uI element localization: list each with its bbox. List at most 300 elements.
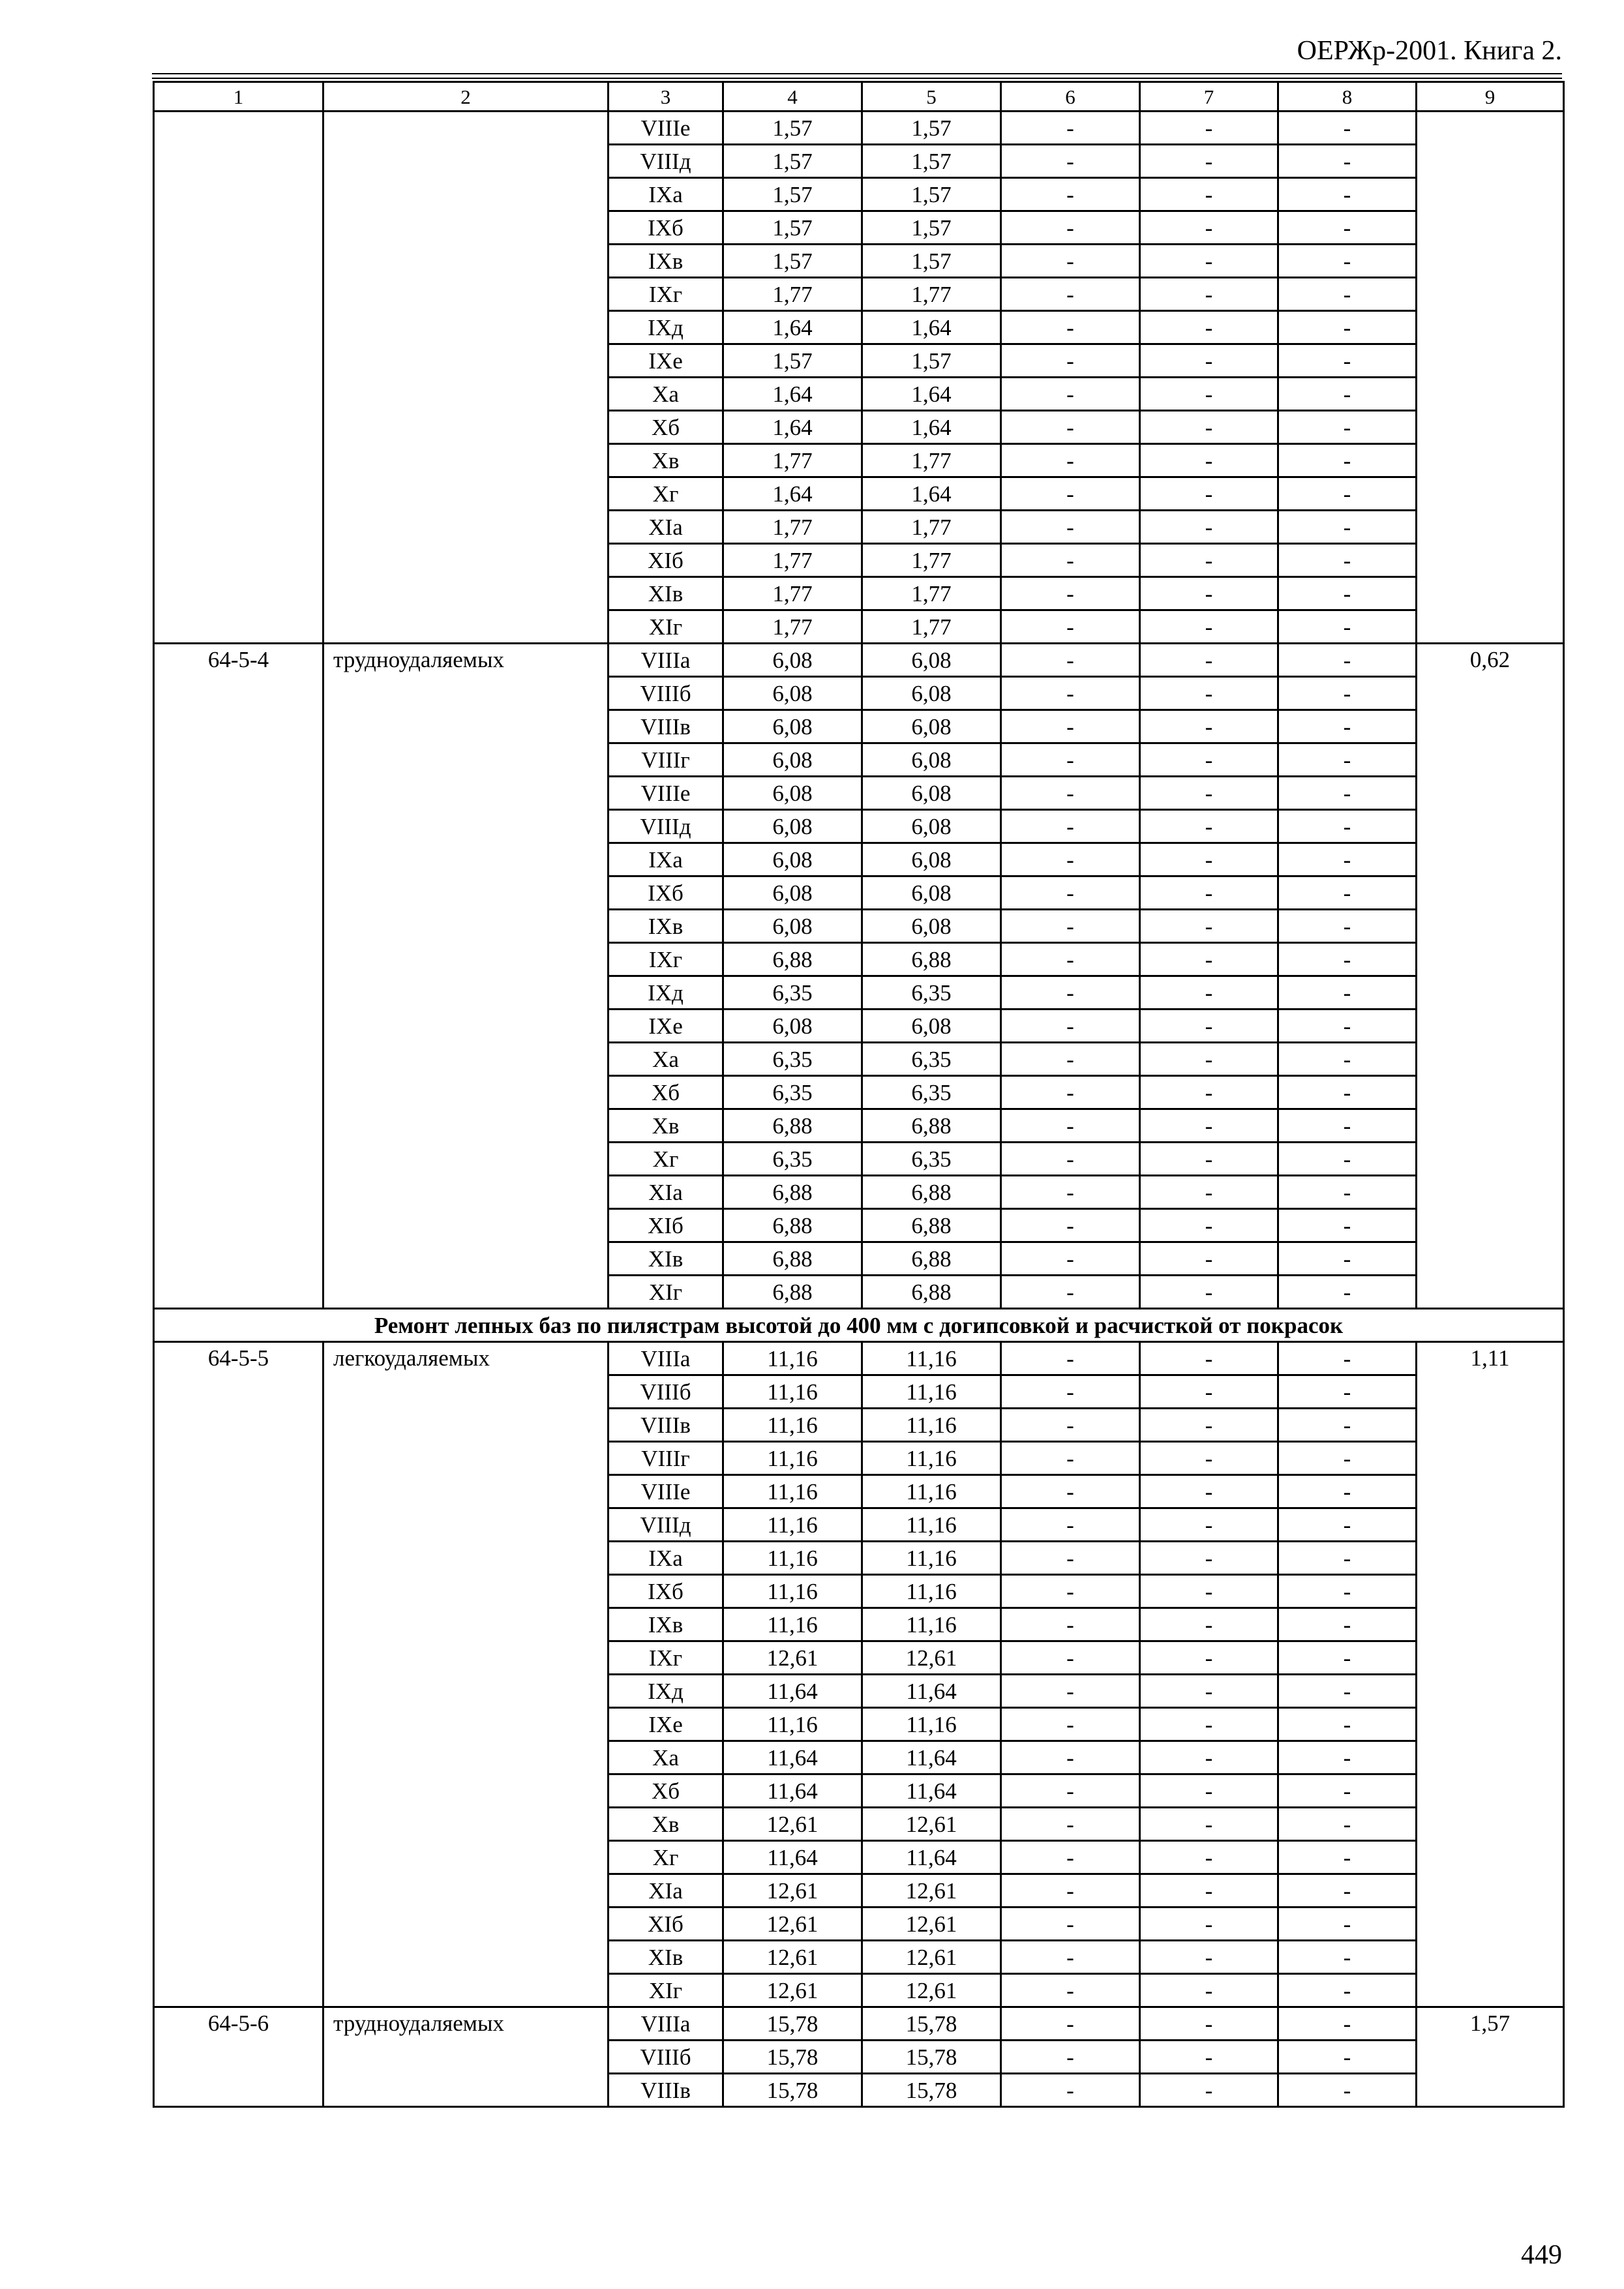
value-cell: 1,57	[723, 344, 862, 378]
value-cell: -	[1278, 1375, 1417, 1409]
value-cell: -	[1140, 810, 1278, 843]
value-cell: -	[1001, 544, 1140, 577]
value-cell: 6,35	[723, 1076, 862, 1109]
value-cell: 11,64	[862, 1675, 1001, 1708]
zone-cell: IXе	[609, 1708, 723, 1741]
value-cell: -	[1001, 1908, 1140, 1941]
zone-cell: VIIIе	[609, 112, 723, 145]
value-cell: 1,57	[862, 344, 1001, 378]
value-cell: -	[1278, 1575, 1417, 1608]
value-cell: 12,61	[862, 1808, 1001, 1841]
zone-cell: VIIIб	[609, 677, 723, 710]
value-cell: -	[1278, 344, 1417, 378]
value-cell: 12,61	[723, 1808, 862, 1841]
value-cell: 11,16	[723, 1708, 862, 1741]
zone-cell: XIа	[609, 1874, 723, 1908]
value-cell: -	[1278, 1841, 1417, 1874]
value-cell: -	[1140, 178, 1278, 211]
column-number: 3	[609, 82, 723, 112]
value-cell: 11,16	[862, 1342, 1001, 1375]
value-cell: -	[1140, 644, 1278, 677]
value-cell: -	[1278, 1242, 1417, 1276]
column-9-value: 1,11	[1417, 1342, 1564, 2007]
zone-cell: VIIIг	[609, 1442, 723, 1475]
value-cell: -	[1140, 245, 1278, 278]
value-cell: 11,16	[862, 1608, 1001, 1641]
value-cell: -	[1278, 178, 1417, 211]
value-cell: 1,64	[862, 311, 1001, 344]
value-cell: 1,64	[862, 477, 1001, 511]
value-cell: -	[1140, 1974, 1278, 2007]
zone-cell: VIIIд	[609, 810, 723, 843]
zone-cell: Xб	[609, 411, 723, 444]
value-cell: -	[1278, 411, 1417, 444]
value-cell: -	[1278, 910, 1417, 943]
value-cell: -	[1001, 1575, 1140, 1608]
value-cell: -	[1001, 311, 1140, 344]
value-cell: -	[1001, 344, 1140, 378]
value-cell: 6,08	[862, 843, 1001, 876]
value-cell: -	[1140, 1675, 1278, 1708]
value-cell: -	[1140, 1708, 1278, 1741]
value-cell: -	[1278, 1276, 1417, 1309]
zone-cell: XIб	[609, 544, 723, 577]
value-cell: -	[1140, 777, 1278, 810]
value-cell: -	[1140, 378, 1278, 411]
zone-cell: VIIIб	[609, 1375, 723, 1409]
value-cell: 6,35	[862, 1043, 1001, 1076]
value-cell: -	[1140, 577, 1278, 610]
value-cell: -	[1001, 943, 1140, 976]
value-cell: -	[1140, 1941, 1278, 1974]
value-cell: -	[1278, 1542, 1417, 1575]
zone-cell: VIIIв	[609, 2074, 723, 2107]
value-cell: 6,08	[862, 810, 1001, 843]
value-cell: -	[1001, 2074, 1140, 2107]
zone-cell: XIг	[609, 1974, 723, 2007]
value-cell: -	[1278, 278, 1417, 311]
value-cell: -	[1278, 1109, 1417, 1143]
value-cell: -	[1001, 577, 1140, 610]
zone-cell: IXб	[609, 876, 723, 910]
value-cell: 11,16	[723, 1375, 862, 1409]
zone-cell: Xа	[609, 378, 723, 411]
value-cell: 12,61	[862, 1874, 1001, 1908]
value-cell: -	[1278, 1409, 1417, 1442]
value-cell: -	[1001, 1542, 1140, 1575]
value-cell: 1,64	[723, 311, 862, 344]
value-cell: -	[1140, 1176, 1278, 1209]
value-cell: 11,16	[723, 1342, 862, 1375]
zone-cell: IXг	[609, 943, 723, 976]
value-cell: 1,64	[723, 477, 862, 511]
value-cell: 6,08	[723, 677, 862, 710]
value-cell: -	[1001, 444, 1140, 477]
value-cell: -	[1278, 1774, 1417, 1808]
value-cell: 6,88	[723, 943, 862, 976]
value-cell: -	[1001, 1675, 1140, 1708]
value-cell: -	[1140, 910, 1278, 943]
value-cell: -	[1140, 677, 1278, 710]
zone-cell: XIб	[609, 1908, 723, 1941]
value-cell: 11,16	[862, 1708, 1001, 1741]
value-cell: -	[1001, 1010, 1140, 1043]
zone-cell: IXг	[609, 1641, 723, 1675]
value-cell: 1,64	[862, 378, 1001, 411]
zone-cell: Xв	[609, 1109, 723, 1143]
value-cell: 12,61	[723, 1874, 862, 1908]
value-cell: 11,16	[723, 1475, 862, 1508]
value-cell: 6,08	[723, 644, 862, 677]
value-cell: -	[1278, 1043, 1417, 1076]
section-heading: Ремонт лепных баз по пилястрам высотой до 400 мм с догипсовкой и расчисткой от покрасок	[154, 1309, 1564, 1342]
zone-cell: VIIIд	[609, 145, 723, 178]
value-cell: -	[1140, 610, 1278, 644]
value-cell: -	[1001, 1774, 1140, 1808]
value-cell: -	[1140, 1209, 1278, 1242]
value-cell: -	[1001, 1242, 1140, 1276]
value-cell: -	[1278, 743, 1417, 777]
value-cell: -	[1140, 943, 1278, 976]
value-cell: -	[1001, 1209, 1140, 1242]
value-cell: -	[1140, 1076, 1278, 1109]
value-cell: -	[1140, 2041, 1278, 2074]
value-cell: 6,88	[862, 1209, 1001, 1242]
value-cell: 11,16	[723, 1442, 862, 1475]
rate-code: 64-5-6	[154, 2007, 323, 2107]
rates-table-body	[154, 82, 1564, 2107]
column-9-value	[1417, 112, 1564, 644]
zone-cell: VIIIд	[609, 1508, 723, 1542]
value-cell: -	[1278, 1675, 1417, 1708]
zone-cell: Xб	[609, 1076, 723, 1109]
value-cell: -	[1278, 112, 1417, 145]
value-cell: 6,08	[723, 710, 862, 743]
value-cell: 15,78	[862, 2074, 1001, 2107]
table-row	[154, 2007, 1564, 2041]
value-cell: -	[1001, 112, 1140, 145]
work-name: легкоудаляемых	[323, 1342, 609, 2007]
value-cell: 1,64	[723, 411, 862, 444]
value-cell: -	[1140, 1010, 1278, 1043]
value-cell: -	[1278, 1143, 1417, 1176]
zone-cell: VIIIе	[609, 777, 723, 810]
value-cell: -	[1140, 876, 1278, 910]
value-cell: -	[1278, 1608, 1417, 1641]
value-cell: 15,78	[723, 2007, 862, 2041]
value-cell: -	[1001, 411, 1140, 444]
value-cell: 6,08	[862, 910, 1001, 943]
value-cell: -	[1278, 976, 1417, 1010]
section-heading-row	[154, 1309, 1564, 1342]
value-cell: 1,57	[723, 178, 862, 211]
value-cell: -	[1140, 743, 1278, 777]
value-cell: 11,16	[862, 1409, 1001, 1442]
value-cell: -	[1001, 1276, 1140, 1309]
value-cell: 1,64	[862, 411, 1001, 444]
value-cell: -	[1001, 511, 1140, 544]
column-number-row	[154, 82, 1564, 112]
value-cell: 12,61	[862, 1641, 1001, 1675]
column-number: 2	[323, 82, 609, 112]
value-cell: -	[1140, 311, 1278, 344]
value-cell: 11,16	[862, 1442, 1001, 1475]
rates-table	[153, 81, 1565, 2108]
value-cell: -	[1001, 2007, 1140, 2041]
value-cell: 11,16	[862, 1375, 1001, 1409]
value-cell: -	[1140, 112, 1278, 145]
value-cell: -	[1140, 1908, 1278, 1941]
value-cell: 6,08	[723, 810, 862, 843]
header-rule	[152, 73, 1562, 79]
value-cell: -	[1140, 1874, 1278, 1908]
value-cell: -	[1278, 1475, 1417, 1508]
zone-cell: XIв	[609, 1941, 723, 1974]
value-cell: 1,57	[723, 211, 862, 245]
value-cell: 6,35	[862, 1143, 1001, 1176]
value-cell: -	[1001, 1442, 1140, 1475]
value-cell: -	[1140, 1442, 1278, 1475]
zone-cell: VIIIа	[609, 644, 723, 677]
value-cell: -	[1278, 777, 1417, 810]
zone-cell: XIв	[609, 577, 723, 610]
zone-cell: IXд	[609, 1675, 723, 1708]
value-cell: 11,64	[862, 1774, 1001, 1808]
value-cell: -	[1140, 843, 1278, 876]
value-cell: -	[1278, 677, 1417, 710]
rate-code: 64-5-5	[154, 1342, 323, 2007]
value-cell: 1,77	[862, 278, 1001, 311]
value-cell: -	[1278, 1974, 1417, 2007]
zone-cell: XIа	[609, 1176, 723, 1209]
value-cell: -	[1278, 1908, 1417, 1941]
value-cell: 6,08	[723, 743, 862, 777]
value-cell: 1,77	[862, 444, 1001, 477]
value-cell: -	[1278, 477, 1417, 511]
value-cell: -	[1140, 1641, 1278, 1675]
value-cell: -	[1001, 211, 1140, 245]
value-cell: -	[1001, 777, 1140, 810]
value-cell: -	[1001, 1043, 1140, 1076]
value-cell: 1,57	[723, 112, 862, 145]
value-cell: -	[1278, 1708, 1417, 1741]
value-cell: -	[1278, 1941, 1417, 1974]
value-cell: -	[1278, 1641, 1417, 1675]
zone-cell: IXа	[609, 178, 723, 211]
value-cell: -	[1140, 1409, 1278, 1442]
value-cell: -	[1001, 976, 1140, 1010]
zone-cell: XIа	[609, 511, 723, 544]
value-cell: -	[1140, 1342, 1278, 1375]
value-cell: 6,88	[723, 1276, 862, 1309]
value-cell: -	[1278, 444, 1417, 477]
zone-cell: IXа	[609, 843, 723, 876]
column-9-value: 0,62	[1417, 644, 1564, 1309]
value-cell: 6,35	[723, 1043, 862, 1076]
column-number: 5	[862, 82, 1001, 112]
value-cell: -	[1278, 1176, 1417, 1209]
value-cell: 1,57	[862, 178, 1001, 211]
value-cell: 6,08	[723, 777, 862, 810]
value-cell: 11,16	[723, 1508, 862, 1542]
value-cell: -	[1278, 1076, 1417, 1109]
value-cell: 1,64	[723, 378, 862, 411]
value-cell: -	[1140, 1475, 1278, 1508]
value-cell: -	[1001, 677, 1140, 710]
value-cell: 11,16	[862, 1542, 1001, 1575]
value-cell: -	[1140, 1741, 1278, 1774]
value-cell: -	[1140, 1542, 1278, 1575]
value-cell: 12,61	[862, 1941, 1001, 1974]
value-cell: -	[1001, 876, 1140, 910]
zone-cell: VIIIг	[609, 743, 723, 777]
value-cell: 11,16	[723, 1409, 862, 1442]
page-number: 449	[1521, 2240, 1562, 2270]
value-cell: 1,77	[723, 511, 862, 544]
column-number: 7	[1140, 82, 1278, 112]
value-cell: 11,16	[862, 1508, 1001, 1542]
value-cell: -	[1140, 2074, 1278, 2107]
value-cell: -	[1140, 344, 1278, 378]
value-cell: -	[1001, 278, 1140, 311]
value-cell: 11,64	[862, 1841, 1001, 1874]
zone-cell: IXб	[609, 1575, 723, 1608]
value-cell: -	[1140, 1143, 1278, 1176]
value-cell: 1,77	[723, 610, 862, 644]
value-cell: 6,88	[862, 943, 1001, 976]
value-cell: 6,88	[862, 1276, 1001, 1309]
zone-cell: IXд	[609, 311, 723, 344]
value-cell: 1,57	[862, 145, 1001, 178]
value-cell: -	[1140, 278, 1278, 311]
value-cell: -	[1140, 1375, 1278, 1409]
value-cell: -	[1001, 1143, 1140, 1176]
zone-cell: Xв	[609, 1808, 723, 1841]
value-cell: -	[1001, 1176, 1140, 1209]
value-cell: 6,08	[723, 1010, 862, 1043]
value-cell: 6,08	[862, 876, 1001, 910]
value-cell: 6,88	[862, 1242, 1001, 1276]
zone-cell: Xб	[609, 1774, 723, 1808]
value-cell: -	[1278, 511, 1417, 544]
value-cell: 12,61	[723, 1941, 862, 1974]
value-cell: -	[1001, 1741, 1140, 1774]
value-cell: 1,57	[862, 112, 1001, 145]
value-cell: 15,78	[862, 2007, 1001, 2041]
value-cell: 1,77	[862, 577, 1001, 610]
value-cell: 6,88	[862, 1109, 1001, 1143]
value-cell: 1,77	[723, 577, 862, 610]
value-cell: 1,57	[862, 245, 1001, 278]
value-cell: -	[1278, 1508, 1417, 1542]
value-cell: 12,61	[862, 1974, 1001, 2007]
value-cell: -	[1140, 1841, 1278, 1874]
zone-cell: VIIIв	[609, 710, 723, 743]
zone-cell: Xг	[609, 1841, 723, 1874]
column-number: 9	[1417, 82, 1564, 112]
zone-cell: Xг	[609, 1143, 723, 1176]
value-cell: -	[1278, 1808, 1417, 1841]
value-cell: 6,08	[723, 910, 862, 943]
zone-cell: Xв	[609, 444, 723, 477]
value-cell: -	[1140, 1774, 1278, 1808]
value-cell: 15,78	[862, 2041, 1001, 2074]
value-cell: -	[1140, 1575, 1278, 1608]
value-cell: 11,64	[723, 1841, 862, 1874]
value-cell: -	[1001, 810, 1140, 843]
value-cell: -	[1001, 1375, 1140, 1409]
value-cell: 1,77	[723, 544, 862, 577]
value-cell: -	[1278, 1209, 1417, 1242]
table-row	[154, 1342, 1564, 1375]
value-cell: 1,57	[723, 145, 862, 178]
zone-cell: IXв	[609, 1608, 723, 1641]
zone-cell: IXд	[609, 976, 723, 1010]
document-title: ОЕРЖр-2001. Книга 2.	[1297, 36, 1562, 66]
value-cell: -	[1140, 477, 1278, 511]
value-cell: 6,88	[723, 1242, 862, 1276]
column-9-value: 1,57	[1417, 2007, 1564, 2107]
value-cell: 1,77	[862, 610, 1001, 644]
value-cell: -	[1140, 1508, 1278, 1542]
value-cell: -	[1001, 1342, 1140, 1375]
table-row	[154, 112, 1564, 145]
value-cell: -	[1001, 1974, 1140, 2007]
zone-cell: IXв	[609, 245, 723, 278]
value-cell: -	[1001, 1475, 1140, 1508]
table-row	[154, 644, 1564, 677]
value-cell: -	[1278, 943, 1417, 976]
value-cell: 11,16	[723, 1542, 862, 1575]
value-cell: -	[1278, 145, 1417, 178]
value-cell: -	[1001, 145, 1140, 178]
value-cell: 1,77	[723, 278, 862, 311]
column-number: 4	[723, 82, 862, 112]
zone-cell: XIв	[609, 1242, 723, 1276]
value-cell: -	[1278, 2007, 1417, 2041]
value-cell: -	[1001, 1841, 1140, 1874]
value-cell: -	[1278, 544, 1417, 577]
value-cell: -	[1278, 577, 1417, 610]
value-cell: -	[1140, 710, 1278, 743]
zone-cell: VIIIе	[609, 1475, 723, 1508]
value-cell: -	[1001, 1808, 1140, 1841]
value-cell: -	[1140, 544, 1278, 577]
value-cell: 12,61	[723, 1908, 862, 1941]
value-cell: 1,77	[723, 444, 862, 477]
value-cell: 6,88	[862, 1176, 1001, 1209]
value-cell: -	[1278, 378, 1417, 411]
value-cell: -	[1001, 910, 1140, 943]
value-cell: -	[1001, 178, 1140, 211]
value-cell: 6,08	[862, 644, 1001, 677]
rate-code	[154, 112, 323, 644]
value-cell: -	[1278, 1010, 1417, 1043]
value-cell: -	[1278, 1741, 1417, 1774]
value-cell: 6,35	[862, 1076, 1001, 1109]
value-cell: -	[1278, 843, 1417, 876]
value-cell: 6,88	[723, 1209, 862, 1242]
value-cell: 11,16	[723, 1608, 862, 1641]
zone-cell: IXв	[609, 910, 723, 943]
rate-code: 64-5-4	[154, 644, 323, 1309]
value-cell: -	[1001, 2041, 1140, 2074]
work-name	[323, 112, 609, 644]
value-cell: -	[1278, 810, 1417, 843]
value-cell: 6,35	[723, 1143, 862, 1176]
value-cell: -	[1140, 145, 1278, 178]
value-cell: 1,57	[862, 211, 1001, 245]
